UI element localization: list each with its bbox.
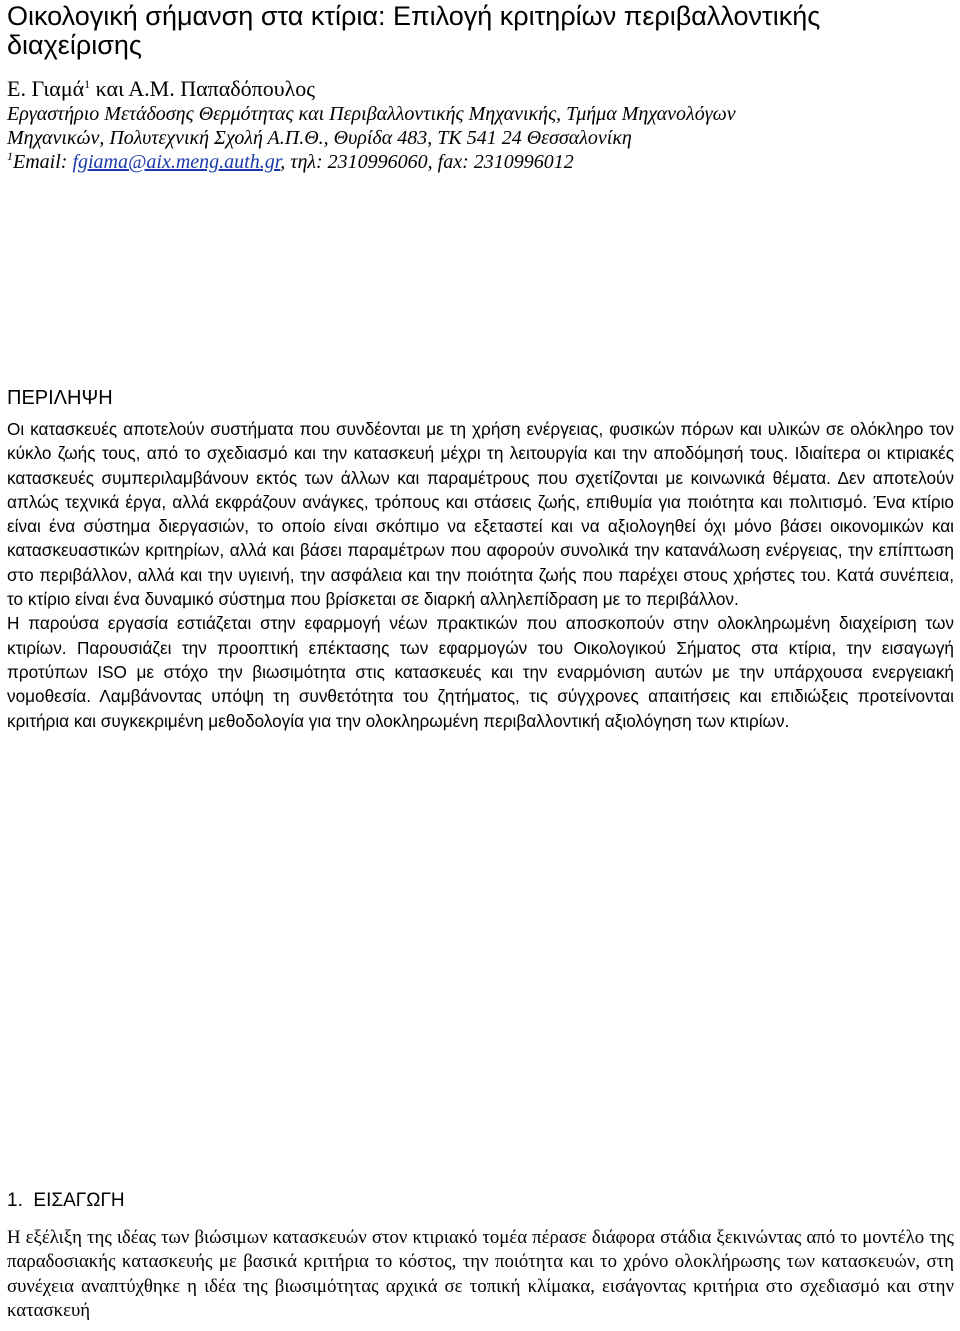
paper-title: Οικολογική σήμανση στα κτίρια: Επιλογή κριτηρίων περιβαλλοντικής διαχείρισης: [7, 1, 821, 60]
author-connector: και: [90, 76, 129, 101]
author-list: [7, 76, 955, 102]
section-heading-introduction: 1. ΕΙΣΑΓΩΓΗ: [7, 1190, 125, 1211]
phone-fax: , τηλ: 2310996060, fax: 2310996012: [280, 151, 574, 173]
author-name: Ε. Γιαμά: [7, 76, 85, 101]
affiliation-line: Εργαστήριο Μετάδοσης Θερμότητας και Περιβαλλοντικής Μηχανικής, Τμήμα Μηχανολόγων: [7, 103, 736, 125]
paper-page: [7, 0, 955, 1321]
contact-line: [7, 150, 955, 174]
introduction-body: [7, 1226, 954, 1323]
introduction-paragraph: Η εξέλιξη της ιδέας των βιώσιμων κατασκευών στον κτιριακό τομέα πέρασε διάφορα στάδια ξεκινώντας από το μοντέλο της παραδοσιακής κατασκευής με βασικά κριτήρια το κόστος, την ποιότητα και το χρόνο ολοκλήρωσης των κατασκευών, στη συνέχεια αναπτύχθηκε η ιδέα της βιωσιμότητας αρχικά σε τοπική κλίμακα, εισάγοντας κριτήρια στο σχεδιασμό και στην κατασκευή: [7, 1227, 954, 1321]
abstract-paragraph: Η παρούσα εργασία εστιάζεται στην εφαρμογή νέων πρακτικών που αποσκοπούν στην ολοκληρωμένη διαχείριση των κτιρίων. Παρουσιάζει την προοπτική επέκτασης των εφαρμογών του Οικολογικού Σήματος στα κτίρια, την εισαγωγή προτύπων ISO με στόχο την βιωσιμότητα στις κατασκευές και την εναρμόνιση αυτών με την υπάρχουσα ενεργειακή νομοθεσία. Λαμβάνοντας υπόψη τη συνθετότητα του ζητήματος, τις σύγχρονες απαιτήσεις και επιδιώξεις προτείνονται κριτήρια και συγκεκριμένη μεθοδολογία για την ολοκληρωμένη περιβαλλοντική αξιολόγηση των κτιρίων.: [7, 613, 954, 731]
contact-marker: 1: [7, 149, 13, 163]
abstract-body: [7, 417, 954, 733]
abstract-heading: ΠΕΡΙΛΗΨΗ: [7, 387, 113, 409]
abstract-paragraph: Οι κατασκευές αποτελούν συστήματα που συνδέονται με τη χρήση ενέργειας, φυσικών πόρων και υλικών σε ολόκληρο τον κύκλο ζωής τους, από το σχεδιασμό και την κατασκευή μέχρι τη λειτουργία και την αποδόμησή τους. Ιδιαίτερα οι κτιριακές κατασκευές συμπεριλαμβάνουν εκτός των άλλων και παραμέτρους που σχετίζονται με κοινωνικά θέματα. Δεν αποτελούν απλώς τεχνικά έργα, αλλά εκφράζουν ανάγκες, τρόπους και στάσεις ζωής, επιθυμία για ποιότητα και πολιτισμό. Ένα κτίριο είναι ένα σύστημα διεργασιών, το οποίο είναι σκόπιμο να εξεταστεί και να αξιολογηθεί όχι μόνο βάσει οικονομικών και κατασκευαστικών κριτηρίων, αλλά και βάσει παραμέτρων που αφορούν συνολικά την κατανάλωση ενέργειας, την επίπτωση στο περιβάλλον, αλλά και την υγιεινή, την ασφάλεια και την ποιότητα ζωής που παρέχει στους χρήστες του. Κατά συνέπεια, το κτίριο είναι ένα δυναμικό σύστημα που βρίσκεται σε διαρκή αλληλεπίδραση με το περιβάλλον.: [7, 419, 954, 610]
email-link[interactable]: fgiama@aix.meng.auth.gr: [72, 151, 281, 173]
affiliation-line: Μηχανικών, Πολυτεχνική Σχολή Α.Π.Θ., Θυρίδα 483, ΤΚ 541 24 Θεσσαλονίκη: [7, 127, 632, 149]
author-name: Α.Μ. Παπαδόπουλος: [128, 76, 316, 101]
email-label: Email:: [13, 151, 73, 173]
affiliation: [7, 102, 955, 150]
affiliation-marker: 1: [84, 77, 91, 91]
